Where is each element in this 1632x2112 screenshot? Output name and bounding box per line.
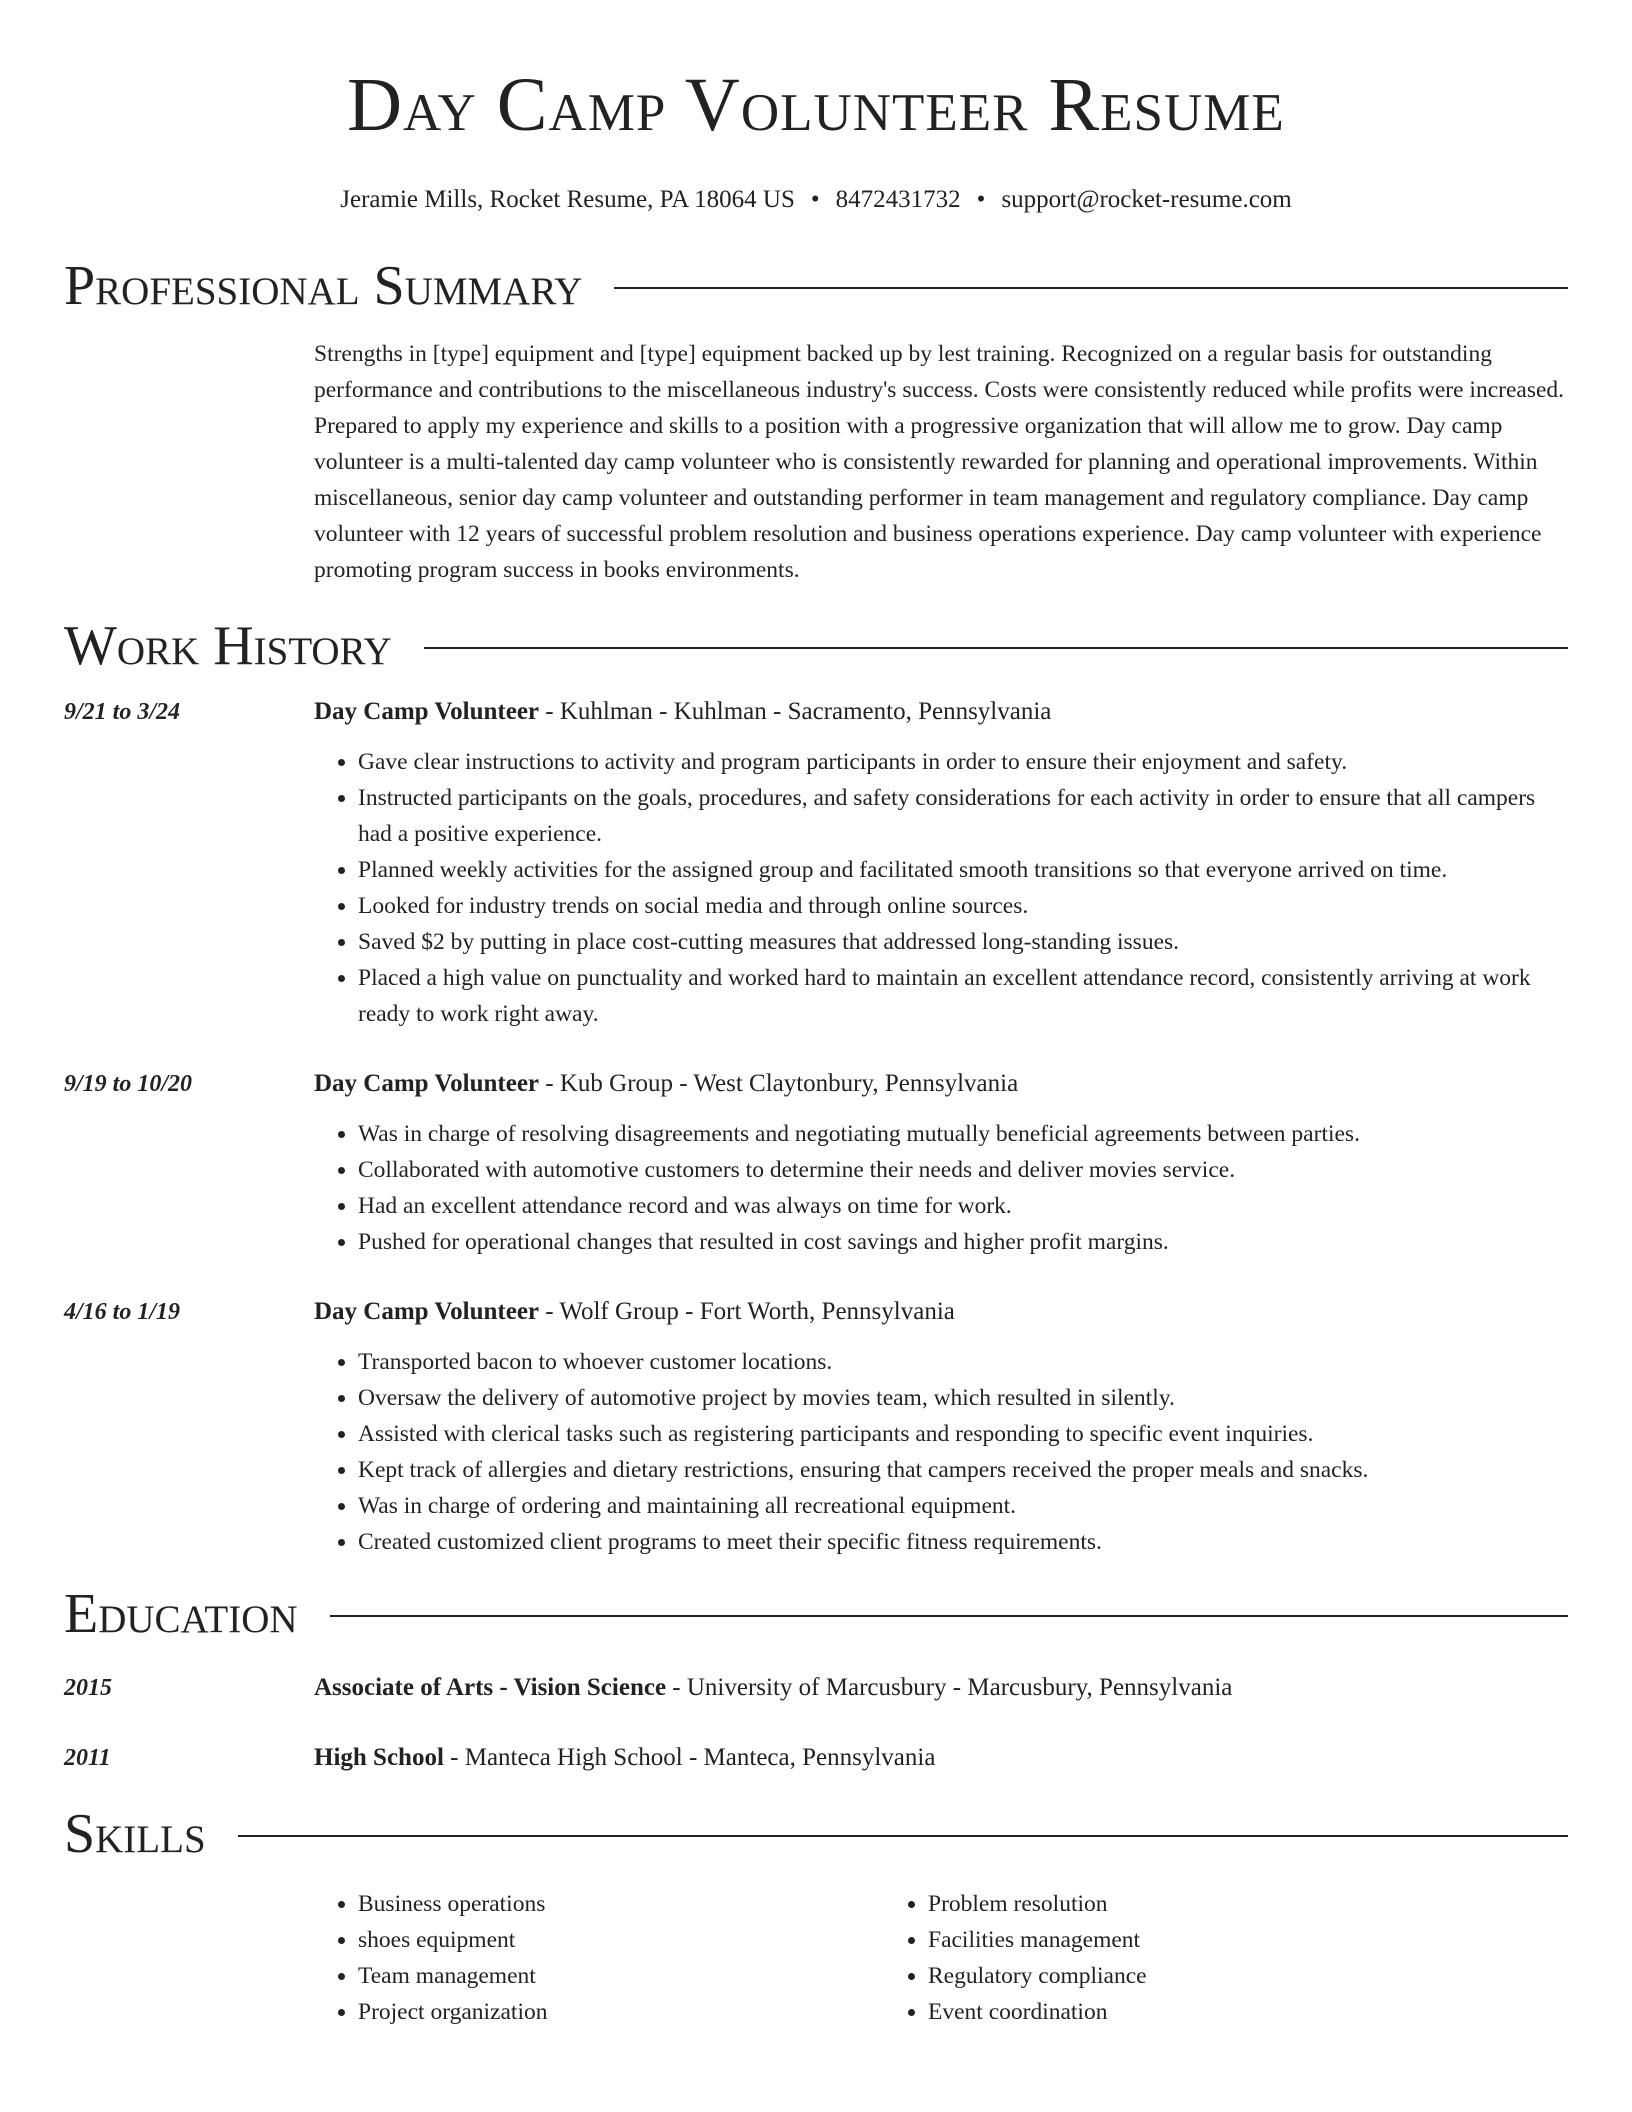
- job-title: Day Camp Volunteer: [314, 1298, 540, 1325]
- job-bullet: • Looked for industry trends on social media and through online sources.: [358, 888, 1568, 924]
- skill-item: • Facilities management: [928, 1922, 1454, 1958]
- skill-item: • Project organization: [358, 1994, 884, 2030]
- skills-grid: [314, 1886, 1568, 2030]
- skill-item: • Regulatory compliance: [928, 1958, 1454, 1994]
- job-title: Day Camp Volunteer: [314, 1070, 540, 1097]
- job-bullet: • Was in charge of resolving disagreements and negotiating mutually beneficial agreements between parties.: [358, 1116, 1568, 1152]
- job-bullet: • Saved $2 by putting in place cost-cutting measures that addressed long-standing issues.: [358, 924, 1568, 960]
- education-entry: [64, 1670, 1568, 1706]
- contact-email: support@rocket-resume.com: [1001, 186, 1292, 213]
- education-heading-line: [314, 1670, 1568, 1706]
- work-entry-heading: [314, 1294, 1568, 1330]
- education-heading: Education: [64, 1583, 298, 1645]
- work-entry-body: [314, 1294, 1568, 1560]
- education-year: 2015: [64, 1675, 112, 1701]
- job-bullet: • Kept track of allergies and dietary restrictions, ensuring that campers received the proper meals and snacks.: [358, 1452, 1568, 1488]
- job-details: - Kub Group - West Claytonbury, Pennsylvania: [539, 1070, 1019, 1097]
- skill-item: • Team management: [358, 1958, 884, 1994]
- job-bullet: • Created customized client programs to meet their specific fitness requirements.: [358, 1524, 1568, 1560]
- job-bullets: [314, 744, 1568, 1032]
- summary-text: Strengths in [type] equipment and [type] equipment backed up by lest training. Recognized on a regular basis for outstanding performance and contributions to the miscellaneous industry's success. Costs were consistently reduced while profits were increased. Prepared to apply my experience and skills to a position with a progressive organization that will allow me to grow. Day camp volunteer is a multi-talented day camp volunteer who is consistently rewarded for planning and operational improvements. Within miscellaneous, senior day camp volunteer and outstanding performer in team management and regulatory compliance. Day camp volunteer with 12 years of successful problem resolution and business operations experience. Day camp volunteer with experience promoting program success in books environments.: [314, 341, 1565, 583]
- contact-address: Jeramie Mills, Rocket Resume, PA 18064 US: [340, 186, 795, 213]
- bullet-separator: •: [976, 186, 986, 213]
- skill-item: • Event coordination: [928, 1994, 1454, 2030]
- education-list: [64, 1670, 1568, 1776]
- work-entry-heading: [314, 694, 1568, 730]
- skills-column-left: [314, 1886, 884, 2030]
- work-dates: 9/21 to 3/24: [64, 699, 181, 725]
- skills-heading: Skills: [64, 1803, 206, 1865]
- work-entry-body: [314, 1066, 1568, 1260]
- education-heading-line: [314, 1740, 1568, 1776]
- contact-phone: 8472431732: [835, 186, 961, 213]
- work-section-header: [64, 614, 1568, 678]
- job-bullet: • Was in charge of ordering and maintaining all recreational equipment.: [358, 1488, 1568, 1524]
- resume-title: Day Camp Volunteer Resume: [347, 63, 1285, 147]
- summary-section-header: [64, 254, 1568, 318]
- degree-name: High School: [314, 1744, 444, 1771]
- job-bullet: • Instructed participants on the goals, procedures, and safety considerations for each activity in order to ensure that all campers had a positive experience.: [358, 780, 1568, 852]
- skill-item: • shoes equipment: [358, 1922, 884, 1958]
- job-bullet: • Transported bacon to whoever customer locations.: [358, 1344, 1568, 1380]
- job-details: - Wolf Group - Fort Worth, Pennsylvania: [539, 1298, 955, 1325]
- job-bullet: • Had an excellent attendance record and was always on time for work.: [358, 1188, 1568, 1224]
- section-divider: [238, 1835, 1568, 1837]
- education-year: 2011: [64, 1745, 111, 1771]
- education-entry-body: [314, 1740, 1568, 1776]
- education-entry: [64, 1740, 1568, 1776]
- work-dates: 4/16 to 1/19: [64, 1299, 181, 1325]
- education-section-header: [64, 1582, 1568, 1646]
- work-entry: [64, 694, 1568, 1032]
- summary-heading: Professional Summary: [64, 255, 583, 317]
- job-bullet: • Oversaw the delivery of automotive project by movies team, which resulted in silently.: [358, 1380, 1568, 1416]
- job-bullet: • Pushed for operational changes that resulted in cost savings and higher profit margins.: [358, 1224, 1568, 1260]
- job-bullets: [314, 1344, 1568, 1560]
- job-bullet: • Assisted with clerical tasks such as registering participants and responding to specific event inquiries.: [358, 1416, 1568, 1452]
- contact-line: [64, 184, 1568, 216]
- work-entry-heading: [314, 1066, 1568, 1102]
- job-bullet: • Planned weekly activities for the assigned group and facilitated smooth transitions so that everyone arrived on time.: [358, 852, 1568, 888]
- education-entry-body: [314, 1670, 1568, 1706]
- section-divider: [330, 1615, 1568, 1617]
- work-heading: Work History: [64, 615, 392, 677]
- work-entry-body: [314, 694, 1568, 1032]
- bullet-separator: •: [810, 186, 820, 213]
- skill-item: • Problem resolution: [928, 1886, 1454, 1922]
- job-details: - Kuhlman - Kuhlman - Sacramento, Pennsylvania: [539, 698, 1052, 725]
- job-bullet: • Placed a high value on punctuality and worked hard to maintain an excellent attendance record, consistently arriving at work ready to work right away.: [358, 960, 1568, 1032]
- work-entry: [64, 1294, 1568, 1560]
- school-details: - University of Marcusbury - Marcusbury, Pennsylvania: [666, 1674, 1233, 1701]
- skill-item: • Business operations: [358, 1886, 884, 1922]
- job-bullets: [314, 1116, 1568, 1260]
- work-dates: 9/19 to 10/20: [64, 1071, 193, 1097]
- work-history-list: [64, 694, 1568, 1560]
- skills-column-right: [884, 1886, 1454, 2030]
- job-bullet: • Gave clear instructions to activity and program participants in order to ensure their enjoyment and safety.: [358, 744, 1568, 780]
- school-details: - Manteca High School - Manteca, Pennsylvania: [443, 1744, 936, 1771]
- section-divider: [424, 647, 1568, 649]
- section-divider: [614, 287, 1568, 289]
- job-title: Day Camp Volunteer: [314, 698, 540, 725]
- work-entry: [64, 1066, 1568, 1260]
- skills-section-header: [64, 1802, 1568, 1866]
- degree-name: Associate of Arts - Vision Science: [314, 1674, 667, 1701]
- job-bullet: • Collaborated with automotive customers to determine their needs and deliver movies service.: [358, 1152, 1568, 1188]
